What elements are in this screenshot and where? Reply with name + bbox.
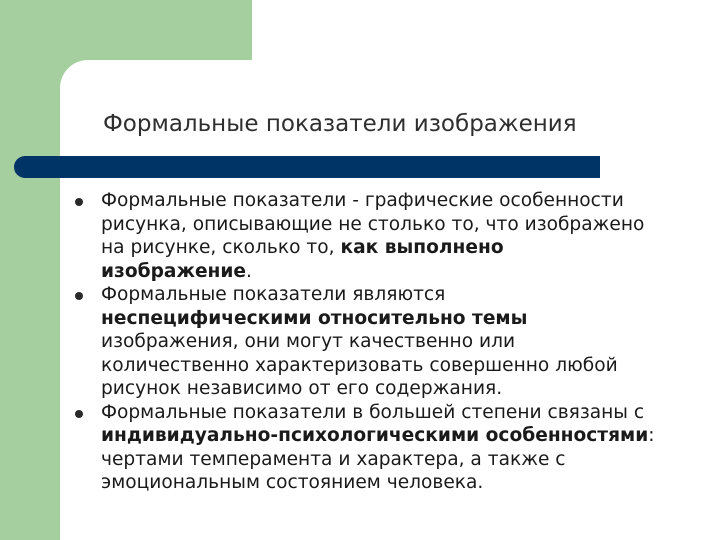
bullet-text: изображения, они могут качественно или количественно характеризовать совершенно любой рисунок независимо от его содержания. xyxy=(101,331,618,399)
decorative-left-strip xyxy=(0,0,60,540)
bullet-text: Формальные показатели являются xyxy=(101,284,446,305)
slide-title: Формальные показатели изображения xyxy=(103,111,577,137)
bullet-text: . xyxy=(246,260,252,282)
bullet-item xyxy=(70,283,660,401)
bullet-text: Формальные показатели в большей степени связаны с xyxy=(101,401,645,423)
bullet-item xyxy=(70,189,660,283)
title-underline-bar xyxy=(14,156,600,178)
bullet-emphasis: как выполнено изображение xyxy=(101,237,504,282)
bullet-emphasis: неспецифическими относительно темы xyxy=(101,307,528,329)
bullet-list xyxy=(70,189,660,495)
bullet-emphasis: индивидуально-психологическими особенностями xyxy=(101,425,649,446)
bullet-icon xyxy=(75,198,83,206)
bullet-text: : чертами темперамента и характера, а также с эмоциональным состоянием человека. xyxy=(101,425,655,493)
bullet-text: Формальные показатели - графические особенности рисунка, описывающие не столько то, что изображено на рисунке, сколько то, xyxy=(101,190,645,258)
bullet-icon xyxy=(75,410,83,418)
bullet-icon xyxy=(75,292,83,300)
bullet-item xyxy=(70,401,660,495)
